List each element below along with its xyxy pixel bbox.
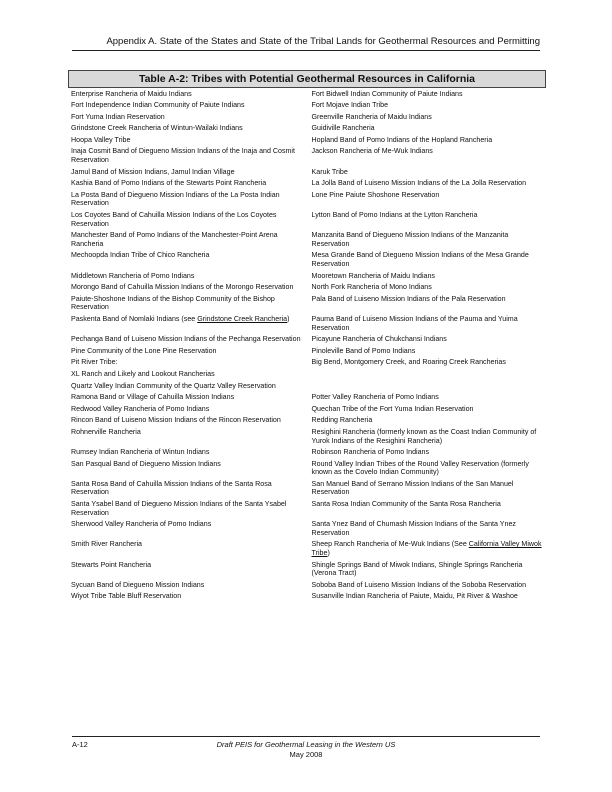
- tribe-cell-right: [306, 426, 546, 446]
- table-row: [68, 499, 546, 519]
- tribe-cell-left: [68, 403, 306, 415]
- table-row: [68, 392, 546, 404]
- tribe-name-suffix: ): [287, 314, 290, 323]
- tribe-name: Fort Bidwell Indian Community of Paiute Indians: [311, 89, 463, 98]
- tribe-cell-right: [306, 334, 546, 346]
- tribe-cell-left: [68, 357, 306, 369]
- tribe-name: Inaja Cosmit Band of Diegueno Mission Indians of the Inaja and Cosmit Reservation: [71, 147, 295, 165]
- tribe-name: Santa Rosa Band of Cahuilla Mission Indians of the Santa Rosa Reservation: [71, 479, 272, 497]
- tribe-name: Picayune Rancheria of Chukchansi Indians: [311, 335, 447, 344]
- tribe-cell-right: [306, 111, 546, 123]
- tribe-name: Wiyot Tribe Table Bluff Reservation: [71, 592, 182, 601]
- tribe-cell-left: [68, 458, 306, 478]
- tribe-cell-right: [306, 380, 546, 392]
- table-row: [68, 313, 546, 333]
- table-row: [68, 189, 546, 209]
- tribe-name: Pine Community of the Lone Pine Reservation: [71, 346, 217, 355]
- tribe-cell-left: [68, 88, 306, 100]
- tribe-name: Rincon Band of Luiseno Mission Indians of the Rincon Reservation: [71, 416, 281, 425]
- tribe-name: Quechan Tribe of the Fort Yuma Indian Reservation: [311, 404, 474, 413]
- table-row: [68, 210, 546, 230]
- tribe-cell-right: [306, 189, 546, 209]
- table-row: [68, 357, 546, 369]
- tribe-cell-left: [68, 313, 306, 333]
- table-row: [68, 166, 546, 178]
- tribe-name: Big Bend, Montgomery Creek, and Roaring Creek Rancherias: [311, 358, 506, 367]
- tribe-cell-left: [68, 293, 306, 313]
- tribe-name: Hoopa Valley Tribe: [71, 135, 131, 144]
- tribe-name: Hopland Band of Pomo Indians of the Hopland Rancheria: [311, 135, 493, 144]
- tribe-cell-right: [306, 392, 546, 404]
- tribe-name: Pit River Tribe:: [71, 358, 118, 367]
- table-row: [68, 380, 546, 392]
- table-row: [68, 282, 546, 294]
- page-number: A-12: [72, 740, 88, 749]
- table-row: [68, 250, 546, 270]
- tribe-cell-left: [68, 415, 306, 427]
- tribe-cell-left: [68, 447, 306, 459]
- tribe-name: Mesa Grande Band of Diegueno Mission Indians of the Mesa Grande Reservation: [311, 251, 529, 268]
- tribe-name: Redwood Valley Rancheria of Pomo Indians: [71, 404, 210, 413]
- tribe-cell-left: [68, 134, 306, 146]
- tribe-cell-left: [68, 210, 306, 230]
- tribe-name: Mechoopda Indian Tribe of Chico Rancheria: [71, 251, 210, 260]
- tribe-cell-right: [306, 579, 546, 591]
- tribe-name: Karuk Tribe: [311, 167, 348, 176]
- tribe-name: La Posta Band of Diegueno Mission Indians of the La Posta Indian Reservation: [71, 190, 280, 208]
- tribe-cell-right: [306, 134, 546, 146]
- tribe-name: Pauma Band of Luiseno Mission Indians of the Pauma and Yuima Reservation: [311, 314, 518, 332]
- page-footer: [72, 736, 540, 759]
- tribe-cell-left: [68, 478, 306, 498]
- tribe-name: Morongo Band of Cahuilla Mission Indians of the Morongo Reservation: [71, 283, 294, 292]
- tribe-name: Round Valley Indian Tribes of the Round Valley Reservation (formerly known as the Covelo Indian Community): [311, 459, 529, 477]
- table-row: [68, 345, 546, 357]
- tribe-name: Grindstone Creek Rancheria of Wintun-Wailaki Indians: [71, 124, 243, 133]
- tribe-cell-left: [68, 519, 306, 539]
- tribe-name: Mooretown Rancheria of Maidu Indians: [311, 271, 435, 280]
- tribe-cell-right: [306, 368, 546, 380]
- tribe-name: Greenville Rancheria of Maidu Indians: [311, 112, 432, 121]
- tribe-cell-right: [306, 230, 546, 250]
- tribe-name: Shingle Springs Band of Miwok Indians, Shingle Springs Rancheria (Verona Tract): [311, 560, 523, 578]
- table-row: [68, 519, 546, 539]
- tribe-cell-right: [306, 403, 546, 415]
- tribe-name-suffix: ): [327, 549, 330, 558]
- table-row: [68, 458, 546, 478]
- tribe-name: Rohnerville Rancheria: [71, 427, 141, 436]
- tribe-cell-right: [306, 447, 546, 459]
- tribe-cell-right: [306, 178, 546, 190]
- table-row: [68, 447, 546, 459]
- tribe-cell-left: [68, 282, 306, 294]
- tribe-cell-right: [306, 519, 546, 539]
- tribe-name: Paskenta Band of Nomlaki Indians (see: [71, 314, 198, 323]
- tribe-name: Sheep Ranch Rancheria of Me-Wuk Indians (See: [311, 540, 469, 549]
- tribe-name: Potter Valley Rancheria of Pomo Indians: [311, 393, 439, 402]
- tribe-cell-left: [68, 539, 306, 559]
- running-header: Appendix A. State of the States and State of the Tribal Lands for Geothermal Resources and Permitting: [72, 36, 540, 51]
- tribe-cell-right: [306, 100, 546, 112]
- tribe-name: Middletown Rancheria of Pomo Indians: [71, 271, 195, 280]
- tribe-cell-right: [306, 559, 546, 579]
- table-row: [68, 415, 546, 427]
- table-row: [68, 270, 546, 282]
- tribe-cell-right: [306, 313, 546, 333]
- tribes-table: [68, 70, 546, 603]
- table-row: [68, 368, 546, 380]
- tribe-cell-right: [306, 146, 546, 166]
- tribe-cell-left: [68, 559, 306, 579]
- tribe-cell-left: [68, 178, 306, 190]
- tribe-name: Pinoleville Band of Pomo Indians: [311, 346, 416, 355]
- tribe-name: Redding Rancheria: [311, 416, 373, 425]
- tribe-cell-right: [306, 123, 546, 135]
- tribe-cell-right: [306, 458, 546, 478]
- tribe-cell-left: [68, 146, 306, 166]
- tribe-cell-left: [68, 270, 306, 282]
- tribe-name: Jackson Rancheria of Me-Wuk Indians: [311, 147, 433, 156]
- tribes-table-body: [68, 88, 546, 603]
- tribe-cell-left: [68, 345, 306, 357]
- cross-reference-link[interactable]: California Valley Miwok Tribe: [311, 540, 542, 558]
- tribe-cell-right: [306, 250, 546, 270]
- table-row: [68, 134, 546, 146]
- tribe-name: Santa Ysabel Band of Diegueno Mission Indians of the Santa Ysabel Reservation: [71, 500, 287, 517]
- table-row: [68, 178, 546, 190]
- table-title: Table A-2: Tribes with Potential Geothermal Resources in California: [68, 70, 546, 88]
- table-row: [68, 88, 546, 100]
- tribe-cell-right: [306, 591, 546, 603]
- table-row: [68, 111, 546, 123]
- tribe-cell-left: [68, 368, 306, 380]
- tribe-cell-right: [306, 210, 546, 230]
- tribe-name: Kashia Band of Pomo Indians of the Stewarts Point Rancheria: [71, 179, 267, 188]
- tribe-name: San Pasqual Band of Diegueno Mission Indians: [71, 459, 221, 468]
- tribe-cell-right: [306, 539, 546, 559]
- tribe-name: San Manuel Band of Serrano Mission Indians of the San Manuel Reservation: [311, 479, 514, 497]
- tribe-name: Los Coyotes Band of Cahuilla Mission Indians of the Los Coyotes Reservation: [71, 211, 277, 228]
- table-row: [68, 426, 546, 446]
- tribe-name: Fort Yuma Indian Reservation: [71, 112, 165, 121]
- table-row: [68, 579, 546, 591]
- tribe-cell-left: [68, 166, 306, 178]
- publication-date: May 2008: [289, 750, 323, 759]
- tribe-name: Ramona Band or Village of Cahuilla Mission Indians: [71, 393, 235, 402]
- tribe-cell-right: [306, 357, 546, 369]
- tribe-name: Susanville Indian Rancheria of Paiute, Maidu, Pit River & Washoe: [311, 592, 518, 601]
- tribe-name: Robinson Rancheria of Pomo Indians: [311, 448, 430, 457]
- table-row: [68, 230, 546, 250]
- table-row: [68, 478, 546, 498]
- tribe-name: Pechanga Band of Luiseno Mission Indians of the Pechanga Reservation: [71, 335, 301, 344]
- tribe-name: Pala Band of Luiseno Mission Indians of the Pala Reservation: [311, 294, 506, 303]
- table-row: [68, 591, 546, 603]
- tribe-name: North Fork Rancheria of Mono Indians: [311, 283, 432, 292]
- tribe-cell-left: [68, 334, 306, 346]
- tribe-name: Manzanita Band of Diegueno Mission Indians of the Manzanita Reservation: [311, 231, 509, 248]
- tribe-name: La Jolla Band of Luiseno Mission Indians of the La Jolla Reservation: [311, 179, 527, 188]
- tribe-cell-right: [306, 166, 546, 178]
- tribe-cell-left: [68, 499, 306, 519]
- tribe-name: Santa Ynez Band of Chumash Mission Indians of the Santa Ynez Reservation: [311, 520, 516, 537]
- tribe-name: Soboba Band of Luiseno Mission Indians of the Soboba Reservation: [311, 580, 527, 589]
- tribe-cell-left: [68, 189, 306, 209]
- tribe-name: Sycuan Band of Diegueno Mission Indians: [71, 580, 205, 589]
- tribe-name: Rumsey Indian Rancheria of Wintun Indians: [71, 448, 210, 457]
- tribe-cell-left: [68, 100, 306, 112]
- tribe-cell-left: [68, 392, 306, 404]
- tribe-cell-left: [68, 426, 306, 446]
- table-row: [68, 334, 546, 346]
- tribe-name: Fort Mojave Indian Tribe: [311, 101, 389, 110]
- tribe-cell-left: [68, 230, 306, 250]
- table-row: [68, 100, 546, 112]
- tribe-cell-right: [306, 270, 546, 282]
- tribe-name: Lone Pine Paiute Shoshone Reservation: [311, 190, 440, 199]
- tribe-cell-right: [306, 478, 546, 498]
- tribe-name: Manchester Band of Pomo Indians of the Manchester-Point Arena Rancheria: [71, 231, 278, 248]
- tribe-name: Paiute-Shoshone Indians of the Bishop Community of the Bishop Reservation: [71, 294, 275, 312]
- table-row: [68, 123, 546, 135]
- tribe-cell-right: [306, 88, 546, 100]
- tribe-name: Fort Independence Indian Community of Paiute Indians: [71, 101, 245, 110]
- table-row: [68, 539, 546, 559]
- tribe-name: Lytton Band of Pomo Indians at the Lytton Rancheria: [311, 211, 478, 220]
- table-row: [68, 146, 546, 166]
- tribe-name: Quartz Valley Indian Community of the Quartz Valley Reservation: [71, 381, 276, 390]
- tribe-cell-right: [306, 345, 546, 357]
- tribe-cell-left: [68, 250, 306, 270]
- tribe-cell-left: [68, 380, 306, 392]
- cross-reference-link[interactable]: Grindstone Creek Rancheria: [197, 314, 288, 323]
- document-title: Draft PEIS for Geothermal Leasing in the Western US: [216, 740, 396, 749]
- tribe-name: Enterprise Rancheria of Maidu Indians: [71, 89, 192, 98]
- tribe-cell-right: [306, 282, 546, 294]
- table-row: [68, 559, 546, 579]
- tribe-cell-left: [68, 123, 306, 135]
- tribe-name: Resighini Rancheria (formerly known as the Coast Indian Community of Yurok Indians of the Resighini Rancheria): [311, 427, 537, 445]
- table-row: [68, 403, 546, 415]
- tribe-name: Jamul Band of Mission Indians, Jamul Indian Village: [71, 167, 235, 176]
- tribe-name: Sherwood Valley Rancheria of Pomo Indians: [71, 520, 212, 529]
- tribe-name: Santa Rosa Indian Community of the Santa Rosa Rancheria: [311, 500, 501, 509]
- tribe-cell-right: [306, 293, 546, 313]
- tribe-name: Smith River Rancheria: [71, 540, 142, 549]
- tribe-name: XL Ranch and Likely and Lookout Rancherias: [71, 369, 215, 378]
- tribe-cell-right: [306, 499, 546, 519]
- tribe-name: Stewarts Point Rancheria: [71, 560, 152, 569]
- tribe-cell-right: [306, 415, 546, 427]
- tribe-name: Guidiville Rancheria: [311, 124, 375, 133]
- tribe-cell-left: [68, 579, 306, 591]
- tribe-cell-left: [68, 111, 306, 123]
- tribe-cell-left: [68, 591, 306, 603]
- table-row: [68, 293, 546, 313]
